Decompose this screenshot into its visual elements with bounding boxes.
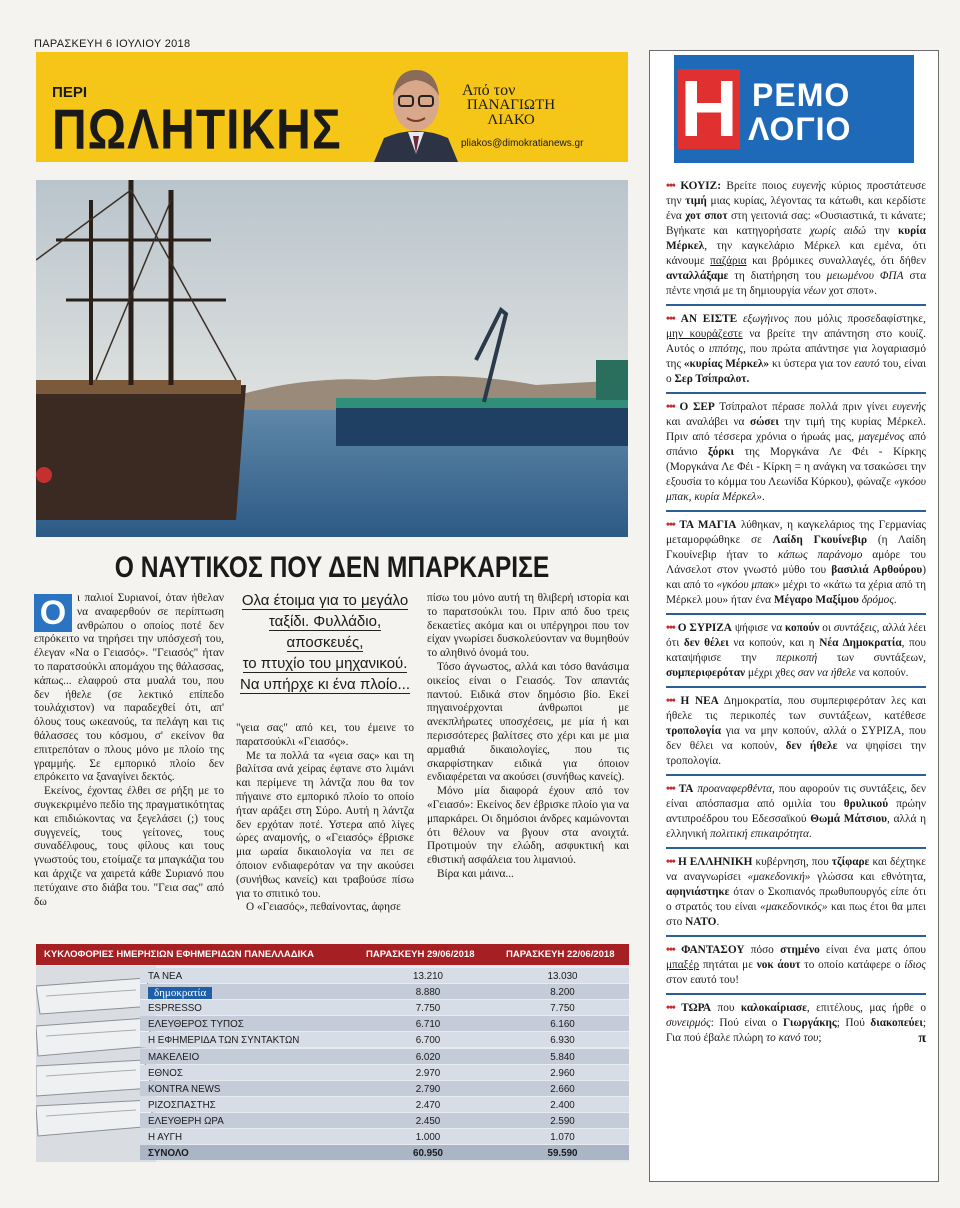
circulation-week1: 6.020: [415, 1051, 441, 1063]
author-email[interactable]: pliakos@dimokratianews.gr: [461, 138, 584, 149]
circulation-week2: 7.750: [550, 1003, 575, 1015]
pull-quote-line: ταξίδι. Φυλλάδιο, αποσκευές,: [268, 613, 382, 651]
circulation-week2: 13.030: [547, 971, 578, 982]
article-paragraph: Ο «Γειασός», πεθαίνοντας, άφησε: [246, 901, 401, 914]
circulation-week1: 6.700: [415, 1035, 441, 1047]
table-row: [36, 1113, 629, 1129]
circulation-week2: 2.400: [550, 1099, 575, 1111]
circulation-week1: 7.750: [415, 1003, 441, 1015]
newspaper-name: ESPRESSO: [148, 1003, 202, 1015]
article-column-2: [236, 722, 414, 915]
circulation-week2: 6.930: [550, 1035, 575, 1047]
article-paragraph: Μόνο μία διαφορά έχουν από τον «Γειασό»: Εκείνος δεν έβρισκε πλοίο για να μπαρκάρει. Οι δημόσιοι άνδρες καμώνονται ότι θέλουν να βγουν στα ανοιχτά. Προτιμούν την ελώδη, ασφυκτική και εθιστική ασφάλεια του λιμανιού.: [427, 785, 629, 867]
table-row: [36, 1097, 629, 1113]
pull-quote-line: το πτυχίο του μηχανικού.: [242, 655, 408, 672]
newspaper-name: ΤΑ ΝΕΑ: [148, 971, 183, 982]
author-last-name: ΛΙΑΚΟ: [487, 112, 535, 128]
article-paragraph: Βίρα και μάινα...: [437, 867, 514, 880]
circulation-week1: 2.790: [415, 1083, 441, 1095]
circulation-week2: 2.590: [550, 1115, 575, 1127]
table-row: [36, 1129, 629, 1145]
gossip-items: [666, 179, 926, 1046]
table-row: [36, 1016, 629, 1032]
column-header-week2: ΠΑΡΑΣΚΕΥΗ 22/06/2018: [506, 949, 615, 960]
article-paragraph: "γεια σας" από κει, του έμεινε το παρατσούκλι «Γειασός».: [236, 722, 414, 748]
circulation-week2: 6.160: [550, 1019, 575, 1031]
newspaper-name: ΕΘΝΟΣ: [148, 1067, 183, 1079]
author-name: [456, 98, 566, 128]
circulation-week2: 2.660: [550, 1083, 575, 1095]
gossip-item: ••• Η ΝΕΑ Δημοκρατία, που συμπεριφερόταν λες και ήθελε τις περικοπές των συντάξεων, κατέθεσε τροπολογία για να μην κοπούν, αλλά ο ΣΥΡΙΖΑ, που δεν θέλει να κοπούν, δεν ήθελε να ψηφίσει την τροπολογία.: [666, 694, 926, 776]
newspaper-name: ΕΛΕΥΘΕΡΗ ΩΡΑ: [148, 1115, 224, 1127]
harbor-photo: [36, 180, 628, 537]
logo-line-2: ΛΟΓΙΟ: [748, 111, 852, 147]
table-row: [36, 1049, 629, 1065]
table-row: [36, 1032, 629, 1048]
column-banner: [36, 52, 628, 162]
circulation-week1: 60.950: [413, 1148, 443, 1160]
logo-line-1: ΡΕΜΟ: [752, 77, 851, 113]
table-row: [36, 1000, 629, 1016]
circulation-week2: 5.840: [550, 1051, 575, 1063]
article-headline: Ο ΝΑΥΤΙΚΟΣ ΠΟΥ ΔΕΝ ΜΠΑΡΚΑΡΙΣΕ: [114, 551, 550, 584]
article-paragraph: Εκείνος, έχοντας έλθει σε ρήξη με το συγκεκριμένο πεδίο της πραγματικότητας και επιδιώκοντας να ξεγελάσει (;) τους συγγενείς, τους γείτονες, τους συναδέλφους, τους φίλους και τους γνωστούς του, ετοίμαζε τα μπαγκάζια του και άρχιζε να χαιρετά κάθε Συριανό που πετύχαινε στο διάβα του. "Γεια σας" από δω: [34, 785, 224, 908]
column-prefix: ΠΕΡΙ: [52, 84, 88, 101]
table-header: [36, 944, 629, 965]
columnist-signature: π: [918, 1031, 926, 1046]
table-title: ΚΥΚΛΟΦΟΡΙΕΣ ΗΜΕΡΗΣΙΩΝ ΕΦΗΜΕΡΙΔΩΝ ΠΑΝΕΛΛΑΔΙΚΑ: [44, 949, 314, 960]
author-portrait: [366, 58, 466, 162]
newspaper-name: δημοκρατία: [148, 987, 212, 999]
table-row: [36, 984, 629, 1000]
article-paragraph: πίσω του μόνο αυτή τη θλιβερή ιστορία και το παρατσούκλι του. Πριν από δυο τρεις δεκαετίες ακόμα και οι υπέργηροι που τον είχαν γνωρίσει δυσκολεύονταν να θυμηθούν το αληθινό όνομά του.: [427, 592, 629, 660]
article-paragraph: Τόσο άγνωστος, αλλά και τόσο θανάσιμα οικείος είναι ο Γειασός. Τον απαντάς παντού. Ειδικά στον δημόσιο βίο. Εκεί πηγαινοέρχονται άνθρωποι με ανεκπλήρωτες υποσχέσεις, με μία ή και περισσότερες βαλίτσες στο χέρι και με μια αρμαθιά δικαιολογίες, που τις σκαρφίστηκαν ειδικά για όποιον ενδιαφέρεται να ακούσει (συνήθως κανείς).: [427, 660, 629, 784]
newspaper-name: Η ΑΥΓΗ: [148, 1132, 183, 1143]
gossip-item: ••• ΤΩΡΑ που καλοκαίριασε, επιτέλους, μας ήρθε ο συνειρμός: Πού είναι ο Γιωργάκης; Πού διακοπεύει; Για πού έβαλε πλώρη το κανό του; π: [666, 1002, 926, 1046]
byline-label: Από τον: [462, 82, 516, 99]
drop-cap: Ο: [34, 594, 72, 632]
table-row: [36, 1065, 629, 1081]
pull-quote-line: Ολα έτοιμα για το μεγάλο: [241, 592, 409, 609]
circulation-week2: 2.960: [550, 1067, 575, 1079]
gossip-item: ••• ΤΑ προαναφερθέντα, που αφορούν τις συντάξεις, δεν είναι απόσπασμα από ομιλία του θρυλικού πρώην αντιπροέδρου του Εδεσσαϊκού Θωμά Μάτσιου, αλλά η ελληνική πολιτική επικαιρότητα.: [666, 782, 926, 849]
circulation-week1: 2.970: [415, 1067, 441, 1079]
gossip-sidebar: [649, 50, 939, 1182]
gossip-item: ••• Ο ΣΥΡΙΖΑ ψήφισε να κοπούν οι συντάξεις, αλλά λέει ότι δεν θέλει να κοπούν, και η Νέα Δημοκρατία, που καταψήφισε την περικοπή των συντάξεων, συμπεριφερόταν μέχρι χθες σαν να ήθελε να κοπούν.: [666, 621, 926, 688]
newspaper-name: ΡΙΖΟΣΠΑΣΤΗΣ: [148, 1099, 216, 1111]
gossip-item: ••• Η ΕΛΛΗΝΙΚΗ κυβέρνηση, που τζίφαρε και δέχτηκε να αναγνωρίσει «μακεδονική» γλώσσα και εθνότητα, αφηνιάστηκε όταν ο Σκοπιανός πρωθυπουργός είπε ότι ο στρατός του είναι «μακεδονικός» και πως έτοι θα μπει στο ΝΑΤΟ.: [666, 855, 926, 937]
column-title: ΠΩΛΗΤΙΚΗΣ: [52, 99, 342, 162]
gossip-item: ••• ΦΑΝΤΑΣΟΥ πόσο στημένο είναι ένα ματς όπου μπαξέρ πητάται με νοκ άουτ το οποίο κατάφερε ο ίδιος στον εαυτό του!: [666, 943, 926, 995]
circulation-week1: 2.470: [415, 1099, 441, 1111]
circulation-week2: 8.200: [550, 987, 575, 999]
newspaper-name: Η ΕΦΗΜΕΡΙΔΑ ΤΩΝ ΣΥΝΤΑΚΤΩΝ: [148, 1035, 300, 1047]
gossip-item: ••• ΑΝ ΕΙΣΤΕ εξωγήινος που μόλις προσεδαφίστηκε, μην κουράζεστε να βρείτε την απάντηση στο κουίζ. Αυτός ο ιππότης, που πρώτα απάντησε για λογαριασμό της «κυρίας Μέρκελ» κι ύστερα για τον εαυτό του, είναι ο Σερ Τσίπραλοτ.: [666, 312, 926, 394]
newspaper-name: ΣΥΝΟΛΟ: [148, 1148, 189, 1160]
circulation-week2: 1.070: [550, 1132, 575, 1143]
circulation-week1: 1.000: [415, 1132, 441, 1143]
logo-letter: Η: [678, 69, 740, 149]
article-column-1: [34, 592, 224, 909]
circulation-week1: 8.880: [415, 987, 441, 999]
pull-quote-line: Να υπήρχε κι ένα πλοίο...: [240, 676, 410, 693]
circulation-week1: 2.450: [415, 1115, 441, 1127]
author-first-name: ΠΑΝΑΓΙΩΤΗ: [466, 97, 556, 113]
table-row: [36, 968, 629, 984]
table-total-row: [36, 1145, 629, 1161]
issue-date: ΠΑΡΑΣΚΕΥΗ 6 ΙΟΥΛΙΟΥ 2018: [34, 38, 191, 50]
circulation-week2: 59.590: [547, 1148, 578, 1160]
gossip-item: ••• ΚΟΥΙΖ: Βρείτε ποιος ευγενής κύριος προστάτευσε την τιμή μιας κυρίας, λέγοντας τα κάτωθι, και κερδίστε ένα χοτ σποτ στη γειτονιά σας: «Ουσιαστικά, τι κάνατε; Βγήκατε και κατηγορήσατε χωρίς αιδώ την κυρία Μέρκελ, την καγκελάριο Μέρκελ και εμένα, ότι κάνουμε παζάρια και βρόμικες συναλλαγές, ότι δήθεν ανταλλάξαμε τη διατήρηση του μειωμένου ΦΠΑ στα πέντε νησιά με τη δημιουργία νέων χοτ σποτ».: [666, 179, 926, 306]
circulation-week1: 6.710: [415, 1019, 441, 1031]
pull-quote: [236, 590, 414, 695]
gossip-item: ••• ΤΑ ΜΑΓΙΑ λύθηκαν, η καγκελάριος της Γερμανίας μεταμορφώθηκε σε Λαίδη Γκουίνεβιρ (η Λαίδη Γκουίνεβιρ ήταν το κάπως παράνομο αμόρε του Λάνσελοτ στον γνωστό μύθο του βασιλιά Αρθούρου) και από το «γκόου μπακ» μέχρι το «κάτω τα χέρια από τη Μέρκελ μου» ήταν ένα Μέγαρο Μαξίμου δρόμος.: [666, 518, 926, 615]
newspaper-name: KONTRA NEWS: [148, 1083, 221, 1095]
newspaper-name: ΕΛΕΥΘΕΡΟΣ ΤΥΠΟΣ: [148, 1019, 244, 1031]
gossip-item: ••• Ο ΣΕΡ Τσίπραλοτ πέρασε πολλά πριν γίνει ευγενής και αναλάβει να σώσει την τιμή της κυρίας Μέρκελ. Πριν από τέσσερα χρόνια ο ήρωάς μας, μαγεμένος από σπάνιο ξόρκι της Μοργκάνα Λε Φέι - Κίρκης (Μοργκάνα Λε Φέι - Κίρκη = η ανάγκη να τσακώσει την εξουσία το κόμμα του Λεωνίδα Κύρκου), φώναζε «γκόου μπακ, κυρία Μέρκελ».: [666, 400, 926, 512]
circulation-week1: 13.210: [413, 971, 443, 982]
rumor-log-logo: [674, 55, 914, 163]
circulation-table: [36, 944, 629, 1162]
column-header-week1: ΠΑΡΑΣΚΕΥΗ 29/06/2018: [366, 949, 475, 960]
newspaper-name: ΜΑΚΕΛΕΙΟ: [148, 1051, 200, 1063]
article-paragraph: Με τα πολλά τα «γεια σας» και τη βαλίτσα ανά χείρας έφτανε στο λιμάνι και περίμενε τη λάντζα που θα τον πήγαινε στο εμπορικό πλοίο το οποίο ήταν αράξει στη Σύρο. Αυτή η λάντζα δεν ερχόταν ποτέ. Υστερα από λίγες ώρες αναμονής, ο «Γειασός» έβρισκε μια ωραία δικαιολογία να πει σε όποιον ενδιαφερόταν να την ακούσει (συνήθως κανείς) και τραβούσε πίσω για το σπιτικό του.: [236, 749, 414, 900]
article-paragraph: ι παλιοί Συριανοί, όταν ήθελαν να αναφερθούν σε περίπτωση ανθρώπου ο οποίος ποτέ δεν επρόκειτο να τηρήσει την υπόσχεσή του, έλεγαν «Να ο Γειασός». "Γειασός" ήταν το παρατσούκλι απομάχου της θάλασσας, κάπως... ελαφρού στα μυαλά του, που δεν ήθελε (σε λεκτικό επίπεδο τουλάχιστον) να παραδεχθεί ότι, απ' όλους τους ωκεανούς, τα πελάγη και τις θάλασσες του κόσμου, σ' εκείνον θα επιτρεπόταν ο πλους μόνο με πλοίο της γραμμής. Σε εμπορικό πλοίο δεν επρόκειτο να ξαναγίνει δεκτός.: [34, 592, 224, 784]
article-column-3: [427, 592, 629, 882]
table-row: [36, 1081, 629, 1097]
